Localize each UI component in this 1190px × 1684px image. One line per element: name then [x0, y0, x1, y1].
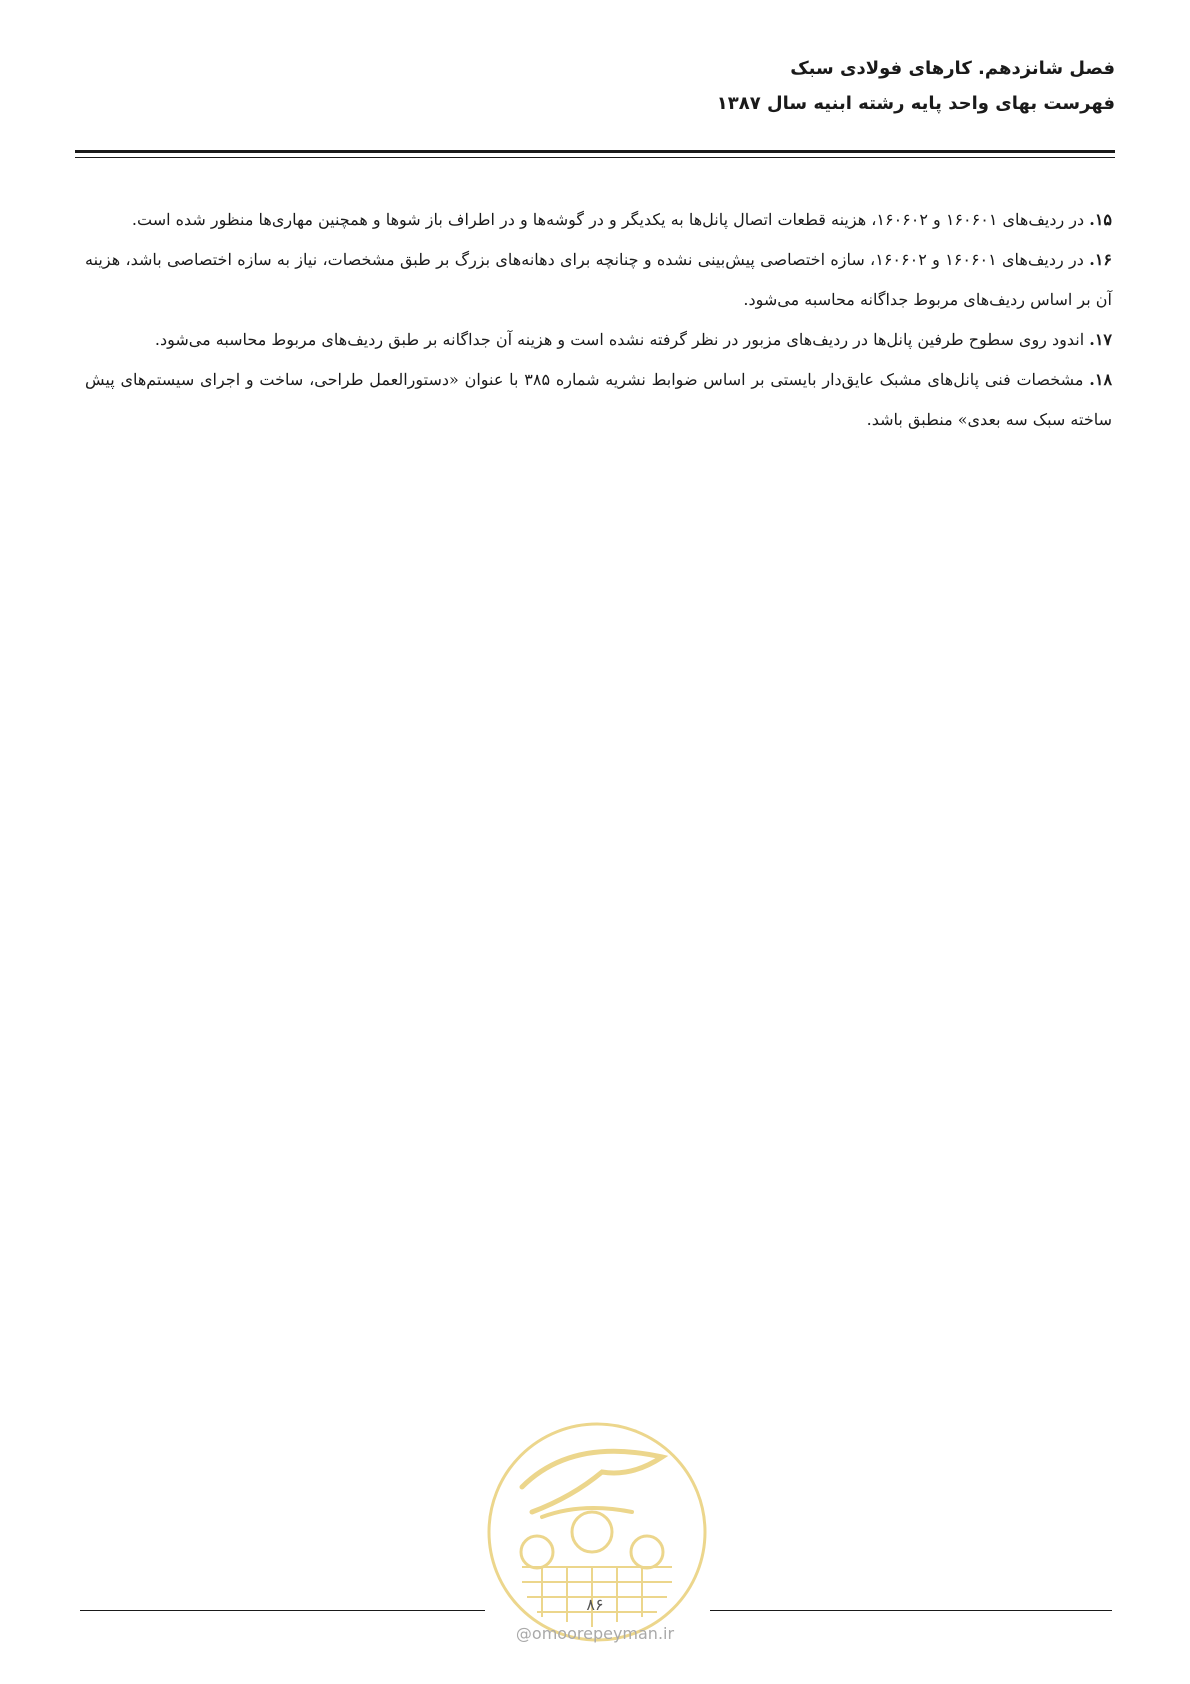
note-number: ۱۶. [1089, 250, 1113, 269]
website-watermark: @omoorepeyman.ir [515, 1624, 675, 1643]
note-17 [85, 320, 1112, 360]
note-number: ۱۵. [1089, 210, 1112, 229]
note-text: اندود روی سطوح طرفین پانل‌ها در ردیف‌های مزبور در نظر گرفته نشده است و هزینه آن جداگانه بر طبق ردیف‌های مربوط محاسبه می‌شود. [154, 330, 1085, 349]
chapter-title: فصل شانزدهم. کارهای فولادی سبک [790, 58, 1115, 79]
note-text: در ردیف‌های ۱۶۰۶۰۱ و ۱۶۰۶۰۲، سازه اختصاصی پیش‌بینی نشده و چنانچه برای دهانه‌های بزرگ بر طبق مشخصات، نیاز به سازه اختصاصی باشد، هزینه آن بر اساس ردیف‌های مربوط جداگانه محاسبه می‌شود. [85, 250, 1112, 309]
note-18 [85, 360, 1112, 440]
note-number: ۱۷. [1089, 330, 1112, 349]
note-text: در ردیف‌های ۱۶۰۶۰۱ و ۱۶۰۶۰۲، هزینه قطعات اتصال پانل‌ها به یکدیگر و در گوشه‌ها و در اطراف باز شوها و همچنین مهاری‌ها منظور شده است. [131, 210, 1085, 229]
note-number: ۱۸. [1089, 370, 1113, 389]
note-text: مشخصات فنی پانل‌های مشبک عایق‌دار بایستی بر اساس ضوابط نشریه شماره ۳۸۵ با عنوان «دستورالعمل طراحی، ساخت و اجرای سیستم‌های پیش ساخته سبک سه بعدی» منطبق باشد. [85, 370, 1112, 429]
note-16 [85, 240, 1112, 320]
note-15 [85, 200, 1112, 240]
header-divider-thin [75, 157, 1115, 158]
document-subtitle: فهرست بهای واحد پایه رشته ابنیه سال ۱۳۸۷ [716, 93, 1115, 114]
body-text [85, 200, 1112, 440]
page-number: ۸۶ [586, 1595, 604, 1614]
header-divider-thick [75, 150, 1115, 153]
footer-rule-left [80, 1610, 485, 1611]
footer-rule-right [710, 1610, 1112, 1611]
page-header [717, 58, 1115, 114]
